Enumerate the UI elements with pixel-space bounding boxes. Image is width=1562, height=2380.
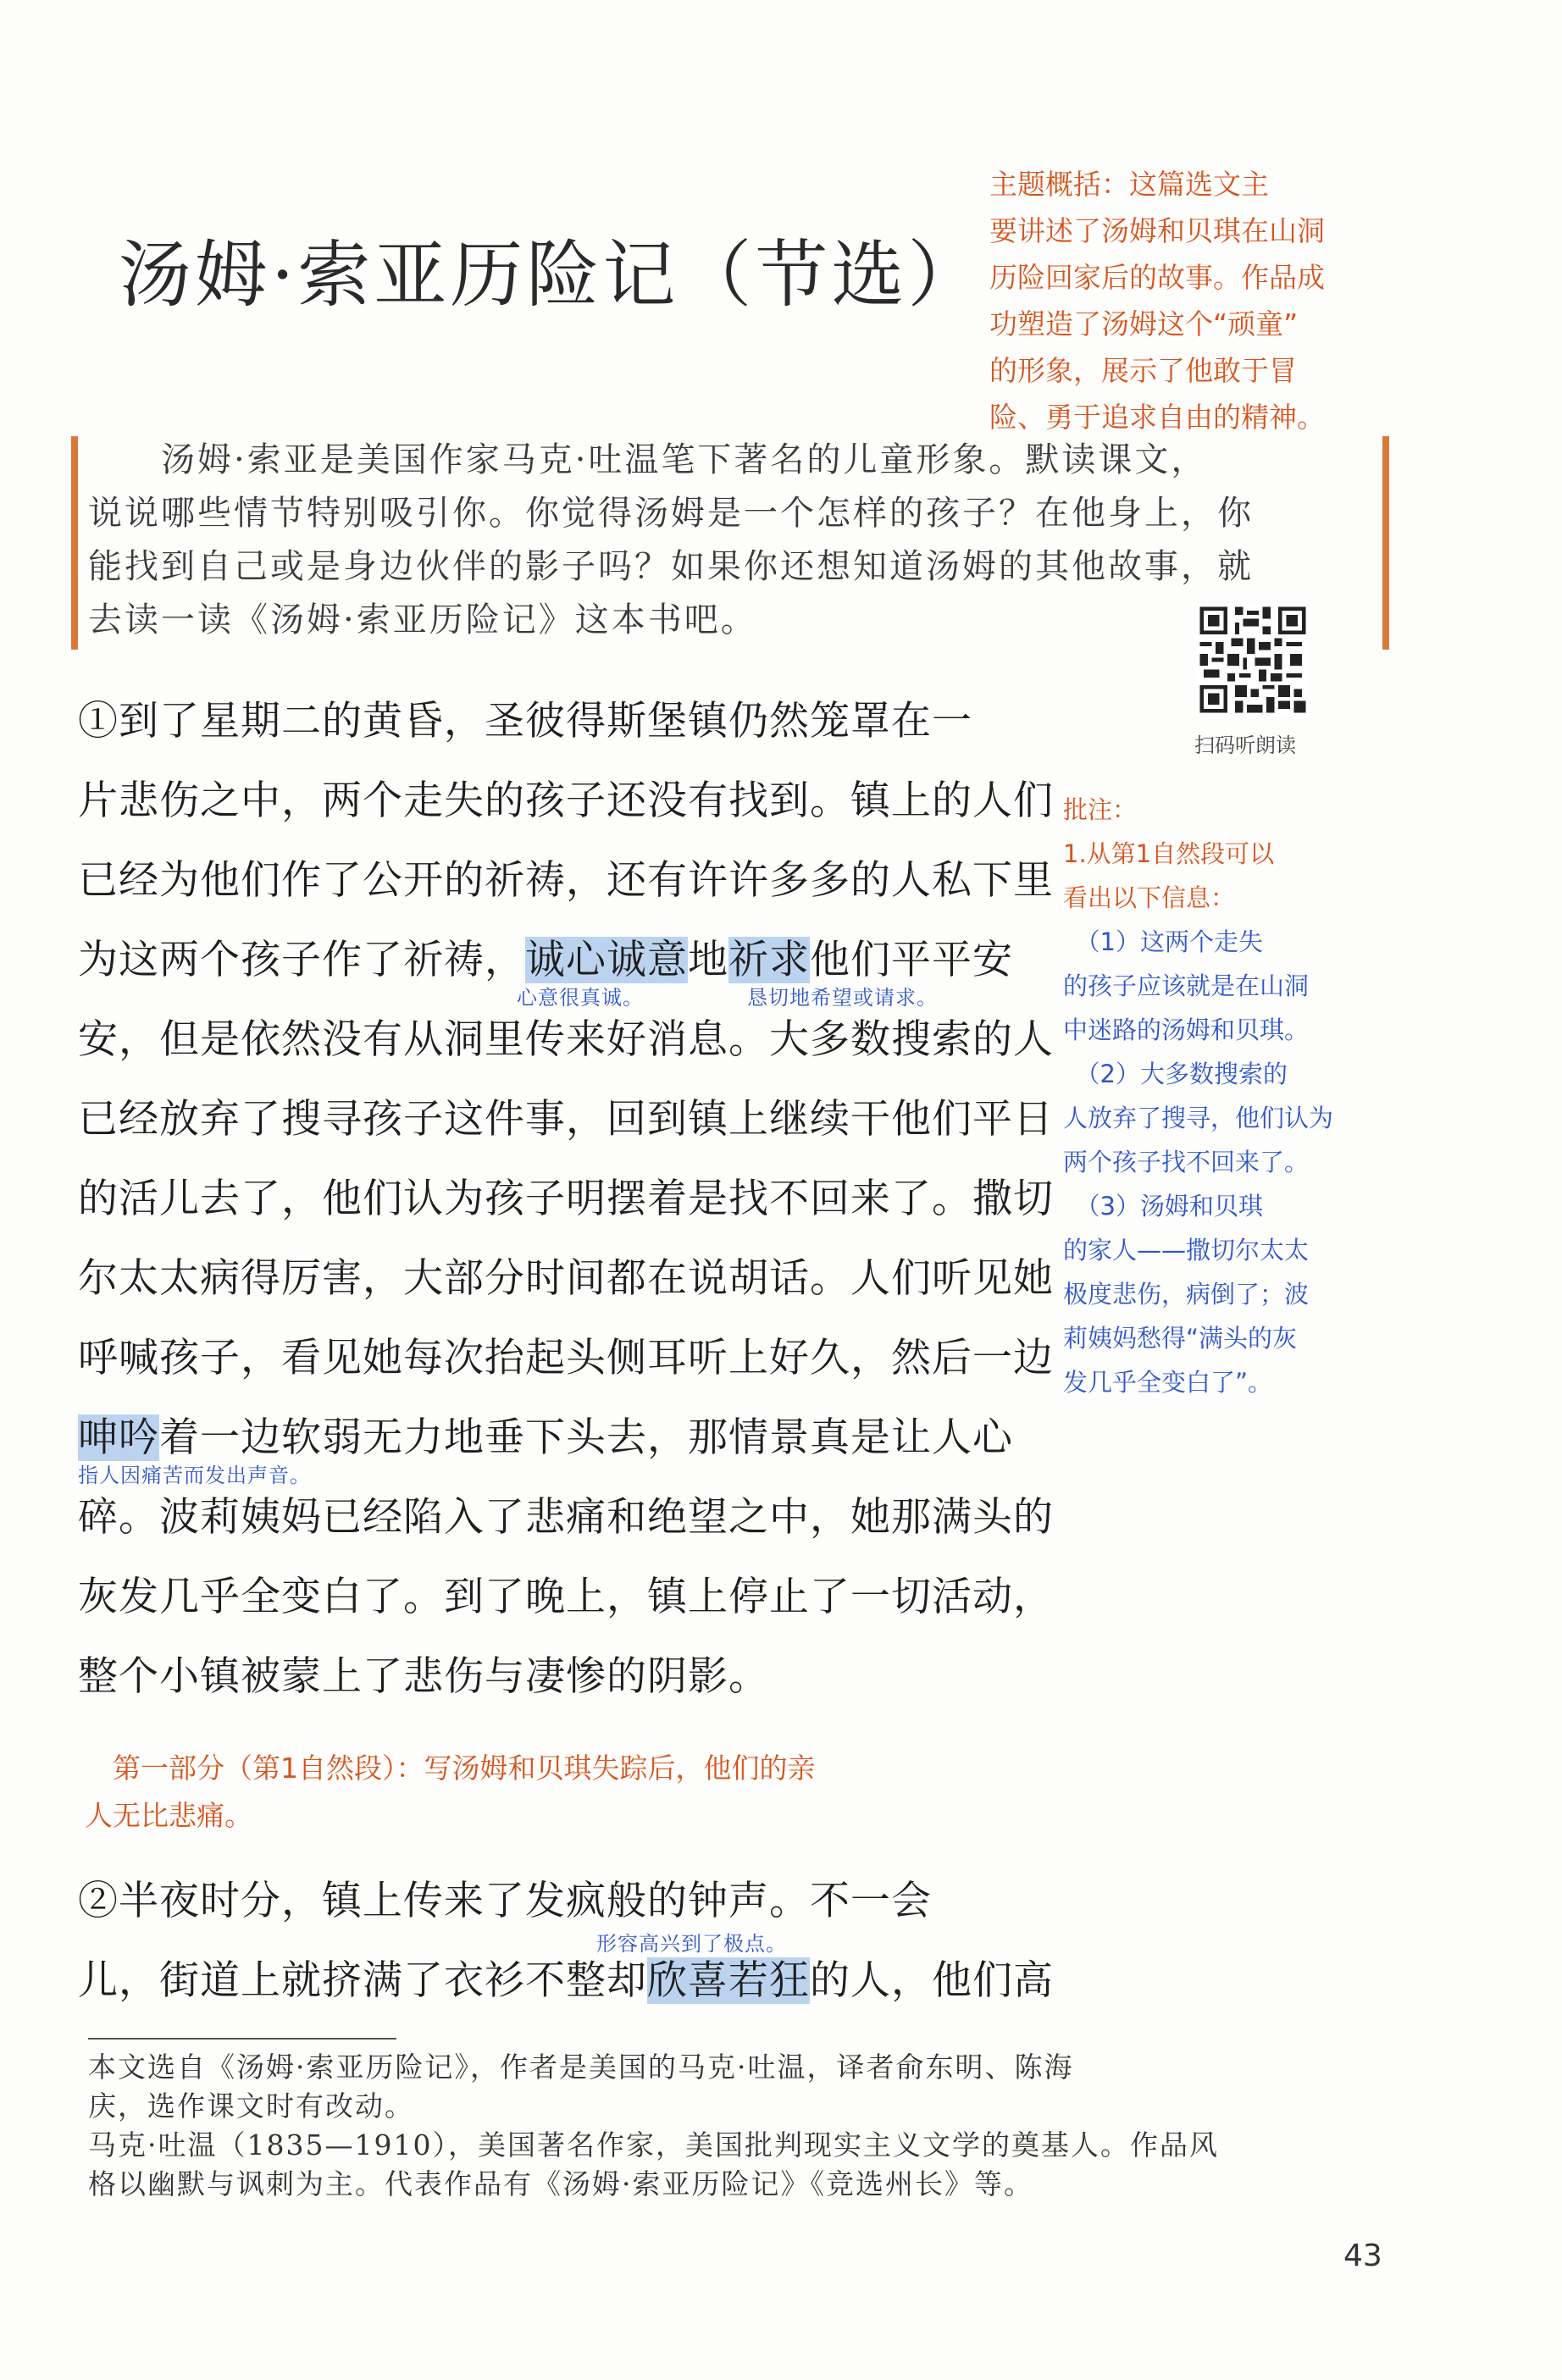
highlighted-word-chengxinchengyi: 诚心诚意	[525, 937, 688, 983]
text-line: 已经为他们作了公开的祈祷，还有许许多多的人私下里	[78, 857, 1054, 904]
annotation-line: 看出以下信息：	[1063, 883, 1236, 912]
highlighted-word-shenyin: 呻吟	[78, 1414, 159, 1461]
theme-note-line: 主题概括：这篇选文主	[989, 168, 1269, 201]
theme-summary-note	[989, 161, 1396, 440]
annotation-line: 中迷路的汤姆和贝琪。	[1063, 1016, 1310, 1044]
footnote-line: 本文选自《汤姆·索亚历险记》，作者是美国的马克·吐温，译者俞东明、陈海	[88, 2051, 1074, 2084]
lesson-title: 汤姆·索亚历险记（节选）	[119, 233, 984, 318]
text-line: 整个小镇被蒙上了悲伤与凄惨的阴影。	[78, 1653, 769, 1700]
gloss-chengxinchengyi: 心意很真诚。	[517, 986, 644, 1010]
text-segment: 他们平平安	[810, 937, 1013, 983]
text-line	[78, 921, 1069, 1010]
text-line: 碎。波莉姨妈已经陷入了悲痛和绝望之中，她那满头的	[78, 1494, 1054, 1541]
text-line: 尔太太病得厉害，大部分时间都在说胡话。人们听见她	[78, 1255, 1054, 1302]
summary-line: 第一部分（第1自然段）：写汤姆和贝琪失踪后，他们的亲	[85, 1752, 816, 1785]
intro-line: 能找到自己或是身边伙伴的影子吗？如果你还想知道汤姆的其他故事，就	[88, 547, 1254, 586]
text-line	[78, 1932, 1069, 2021]
paragraph-2	[78, 1862, 1069, 2021]
annotation-line: （3）汤姆和贝琪	[1063, 1192, 1263, 1220]
annotation-line: 发几乎全变白了”。	[1063, 1368, 1273, 1397]
text-line: 片悲伤之中，两个走失的孩子还没有找到。镇上的人们	[78, 778, 1054, 824]
text-segment: 地	[688, 937, 728, 983]
intro-reading-prompt	[88, 434, 1376, 647]
gloss-xinxiruokuang: 形容高兴到了极点。	[596, 1932, 787, 1956]
text-line	[78, 1398, 1069, 1487]
annotation-line: 极度悲伤，病倒了；波	[1063, 1280, 1310, 1309]
footnote-divider	[88, 2038, 396, 2040]
part-summary-note	[85, 1745, 1084, 1840]
annotation-line: 1.从第1自然段可以	[1063, 839, 1275, 868]
annotation-line: 的孩子应该就是在山洞	[1063, 971, 1310, 1000]
page-number: 43	[1343, 2239, 1382, 2273]
text-line: 已经放弃了搜寻孩子这件事，回到镇上继续干他们平日	[78, 1096, 1054, 1143]
highlighted-word-xinxiruokuang: 欣喜若狂	[647, 1957, 810, 2004]
margin-annotations	[1063, 788, 1419, 1404]
highlighted-word-qiqiu: 祈求	[728, 937, 810, 983]
intro-line: 说说哪些情节特别吸引你。你觉得汤姆是一个怎样的孩子？在他身上，你	[88, 494, 1254, 533]
text-line: 呼喊孩子，看见她每次抬起头侧耳听上好久，然后一边	[78, 1335, 1054, 1381]
theme-note-line: 的形象，展示了他敢于冒	[989, 354, 1297, 387]
theme-note-line: 功塑造了汤姆这个“顽童”	[989, 307, 1299, 340]
text-line: 灰发几乎全变白了。到了晚上，镇上停止了一切活动，	[78, 1574, 1054, 1620]
qr-label: 扫码听朗读	[1194, 733, 1296, 757]
paragraph-1	[78, 682, 1069, 1717]
footnote-line: 马克·吐温（1835—1910），美国著名作家，美国批判现实主义文学的奠基人。作品风	[88, 2128, 1219, 2161]
annotation-line: 莉姨妈愁得“满头的灰	[1063, 1324, 1298, 1353]
annotation-line: 人放弃了搜寻，他们认为	[1063, 1104, 1334, 1132]
theme-note-line: 历险回家后的故事。作品成	[989, 261, 1325, 294]
text-segment: 为这两个孩子作了祈祷，	[78, 937, 525, 983]
annotation-line: 两个孩子找不回来了。	[1063, 1148, 1310, 1176]
text-line: ②半夜时分，镇上传来了发疯般的钟声。不一会	[78, 1878, 932, 1924]
intro-line: 汤姆·索亚是美国作家马克·吐温笔下著名的儿童形象。默读课文，	[88, 440, 1208, 479]
footnotes	[88, 2048, 1410, 2204]
text-segment: 着一边软弱无力地垂下头去，那情景真是让人心	[159, 1414, 1013, 1461]
text-line: 的活儿去了，他们认为孩子明摆着是找不回来了。撒切	[78, 1176, 1054, 1222]
footnote-line: 格以幽默与讽刺为主。代表作品有《汤姆·索亚历险记》《竞选州长》等。	[88, 2167, 1033, 2200]
intro-left-bar	[71, 436, 78, 650]
gloss-qiqiu: 恳切地希望或请求。	[747, 986, 938, 1010]
annotation-header: 批注：	[1063, 795, 1138, 824]
theme-note-line: 险、勇于追求自由的精神。	[989, 401, 1325, 434]
gloss-shenyin: 指人因痛苦而发出声音。	[78, 1464, 311, 1487]
summary-line: 人无比悲痛。	[85, 1799, 252, 1832]
annotation-line: （1）这两个走失	[1063, 927, 1263, 956]
intro-line: 去读一读《汤姆·索亚历险记》这本书吧。	[88, 601, 757, 639]
annotation-line: 的家人——撒切尔太太	[1063, 1236, 1310, 1265]
qr-code-icon[interactable]	[1196, 603, 1310, 717]
annotation-line: （2）大多数搜索的	[1063, 1060, 1288, 1088]
intro-right-bar	[1382, 436, 1389, 650]
theme-note-line: 要讲述了汤姆和贝琪在山洞	[989, 214, 1325, 247]
text-segment: 儿，街道上就挤满了衣衫不整却	[78, 1957, 647, 2004]
text-segment: 的人，他们高	[810, 1957, 1054, 2004]
text-line: ①到了星期二的黄昏，圣彼得斯堡镇仍然笼罩在一	[78, 698, 972, 744]
text-line: 安，但是依然没有从洞里传来好消息。大多数搜索的人	[78, 1016, 1054, 1063]
footnote-line: 庆，选作课文时有改动。	[88, 2089, 414, 2123]
